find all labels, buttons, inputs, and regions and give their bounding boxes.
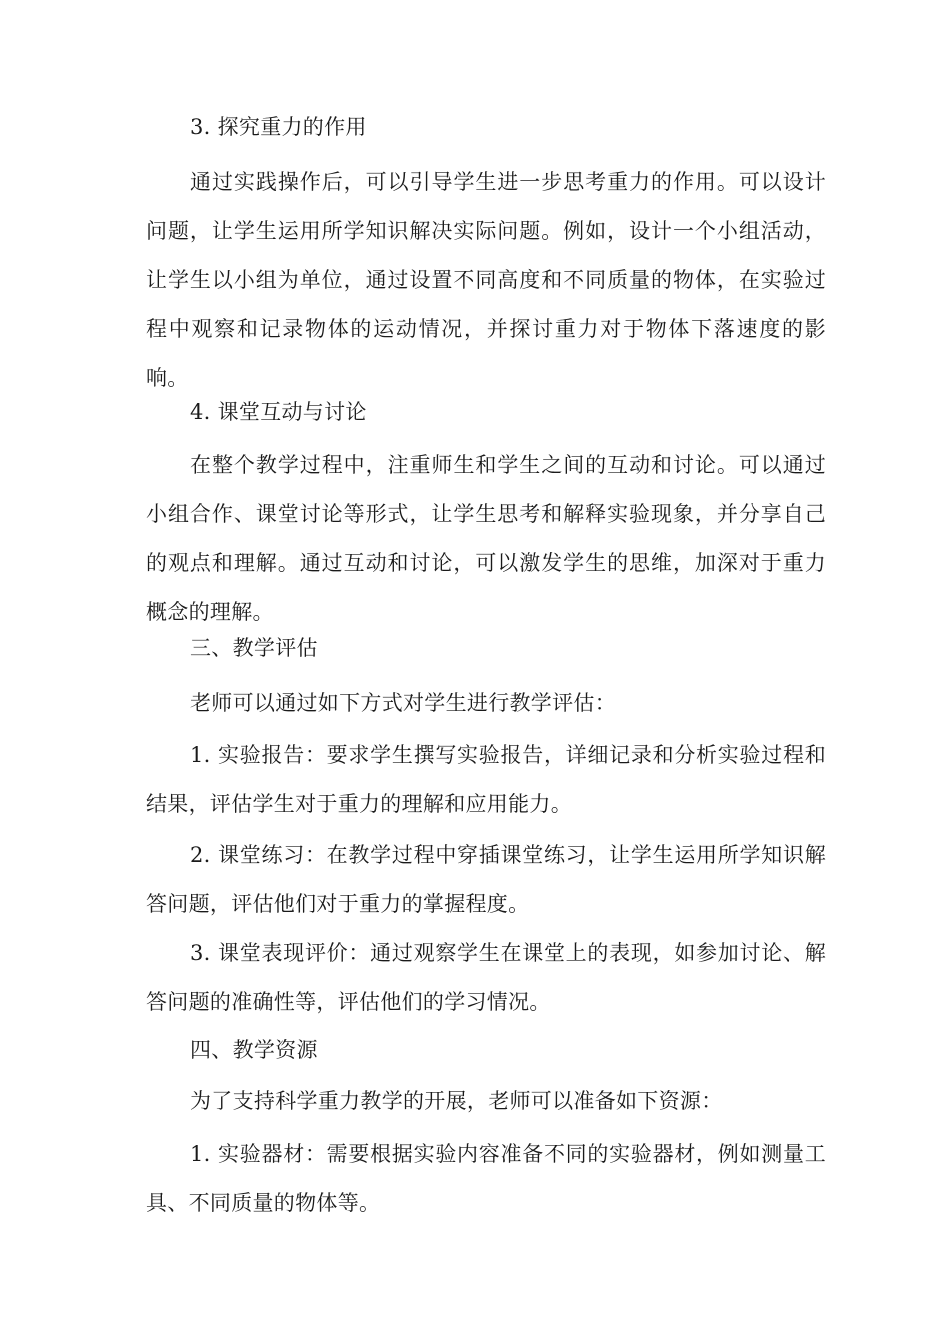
heading-explore-gravity-effect: 3. 探究重力的作用 xyxy=(190,115,367,139)
paragraph-resources-intro: 为了支持科学重力教学的开展，老师可以准备如下资源： xyxy=(190,1089,723,1113)
list-item-classroom-exercise: 2. 课堂练习：在教学过程中穿插课堂练习，让学生运用所学知识解答问题，评估他们对于重力的掌握程度。 xyxy=(146,843,826,916)
list-item-lab-report: 1. 实验报告：要求学生撰写实验报告，详细记录和分析实验过程和结果，评估学生对于重力的理解和应用能力。 xyxy=(146,743,826,816)
heading-teaching-evaluation: 三、教学评估 xyxy=(190,636,318,660)
paragraph-evaluation-intro: 老师可以通过如下方式对学生进行教学评估： xyxy=(190,691,616,715)
heading-teaching-resources: 四、教学资源 xyxy=(190,1038,318,1062)
list-item-lab-equipment: 1. 实验器材：需要根据实验内容准备不同的实验器材，例如测量工具、不同质量的物体等。 xyxy=(146,1142,826,1215)
paragraph-classroom-interaction: 在整个教学过程中，注重师生和学生之间的互动和讨论。可以通过小组合作、课堂讨论等形式，让学生思考和解释实验现象，并分享自己的观点和理解。通过互动和讨论，可以激发学生的思维，加深对于重力概念的理解。 xyxy=(146,453,826,624)
paragraph-explore-gravity-effect: 通过实践操作后，可以引导学生进一步思考重力的作用。可以设计问题，让学生运用所学知识解决实际问题。例如，设计一个小组活动，让学生以小组为单位，通过设置不同高度和不同质量的物体，在实验过程中观察和记录物体的运动情况，并探讨重力对于物体下落速度的影响。 xyxy=(146,170,826,390)
list-item-classroom-performance: 3. 课堂表现评价：通过观察学生在课堂上的表现，如参加讨论、解答问题的准确性等，评估他们的学习情况。 xyxy=(146,941,826,1014)
heading-classroom-interaction: 4. 课堂互动与讨论 xyxy=(190,400,367,424)
